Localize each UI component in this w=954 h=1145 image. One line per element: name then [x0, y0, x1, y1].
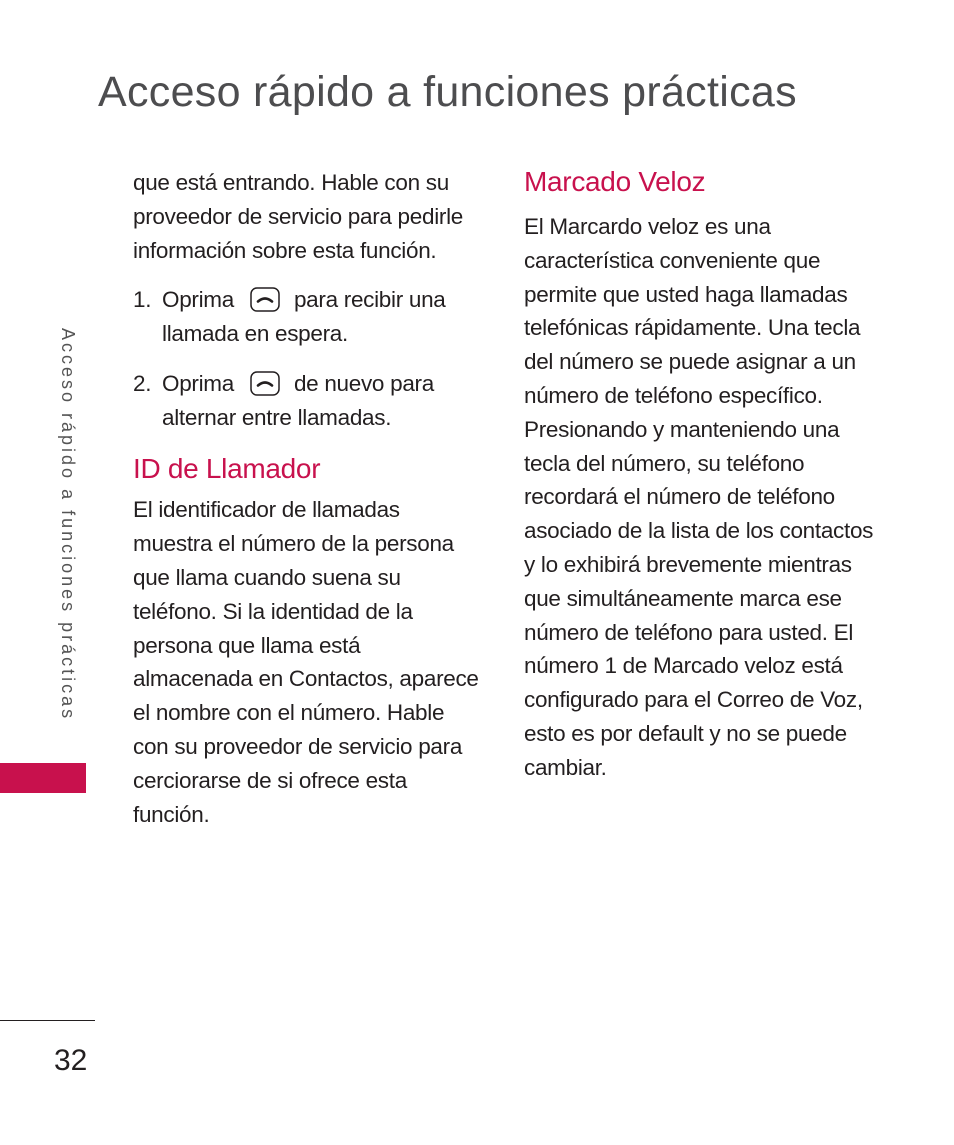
- side-tab-label: Acceso rápido a funciones prácticas: [58, 328, 78, 722]
- end-call-key-icon: [250, 371, 280, 396]
- caller-id-paragraph: El identificador de llamadas muestra el número de la persona que llama cuando suena su teléfono. Si la identidad de la persona que llama está almacenada en Contactos, aparece el nombre con el número. Hable con su proveedor de servicio para cerciorarse de si ofrece esta función.: [133, 497, 479, 827]
- steps-list: [133, 283, 483, 435]
- step-text-after: de nuevo para alternar entre llamadas.: [162, 371, 434, 431]
- page-number: 32: [54, 1044, 88, 1077]
- step-text-after: para recibir una llamada en espera.: [162, 287, 446, 347]
- step-text-before: Oprima: [162, 371, 234, 397]
- intro-paragraph: que está entrando. Hable con su proveedor de servicio para pedirle información sobre esta función.: [133, 170, 463, 263]
- speed-dial-heading: Marcado Veloz: [524, 166, 706, 197]
- speed-dial-paragraph: El Marcardo veloz es una característica conveniente que permite que usted haga llamadas telefónicas rápidamente. Una tecla del número se puede asignar a un número de teléfono específico. Presionando y manteniendo una tecla del número, su teléfono recordará el número de teléfono asociado de la lista de los contactos y lo exhibirá brevemente mientras que simultáneamente marca ese número de teléfono para usted. El número 1 de Marcado veloz está configurado para el Correo de Voz, esto es por default y no se puede cambiar.: [524, 214, 874, 780]
- right-column: [524, 166, 884, 785]
- step-number: 2.: [133, 371, 152, 397]
- step-item: [133, 367, 483, 435]
- step-text-before: Oprima: [162, 287, 234, 313]
- footer-divider: [0, 1020, 95, 1021]
- side-tab-marker: [0, 763, 86, 793]
- caller-id-heading: ID de Llamador: [133, 453, 321, 485]
- step-number: 1.: [133, 287, 152, 313]
- page-title: Acceso rápido a funciones prácticas: [98, 68, 797, 116]
- left-column: [133, 166, 483, 831]
- end-call-key-icon: [250, 287, 280, 312]
- step-item: [133, 283, 483, 351]
